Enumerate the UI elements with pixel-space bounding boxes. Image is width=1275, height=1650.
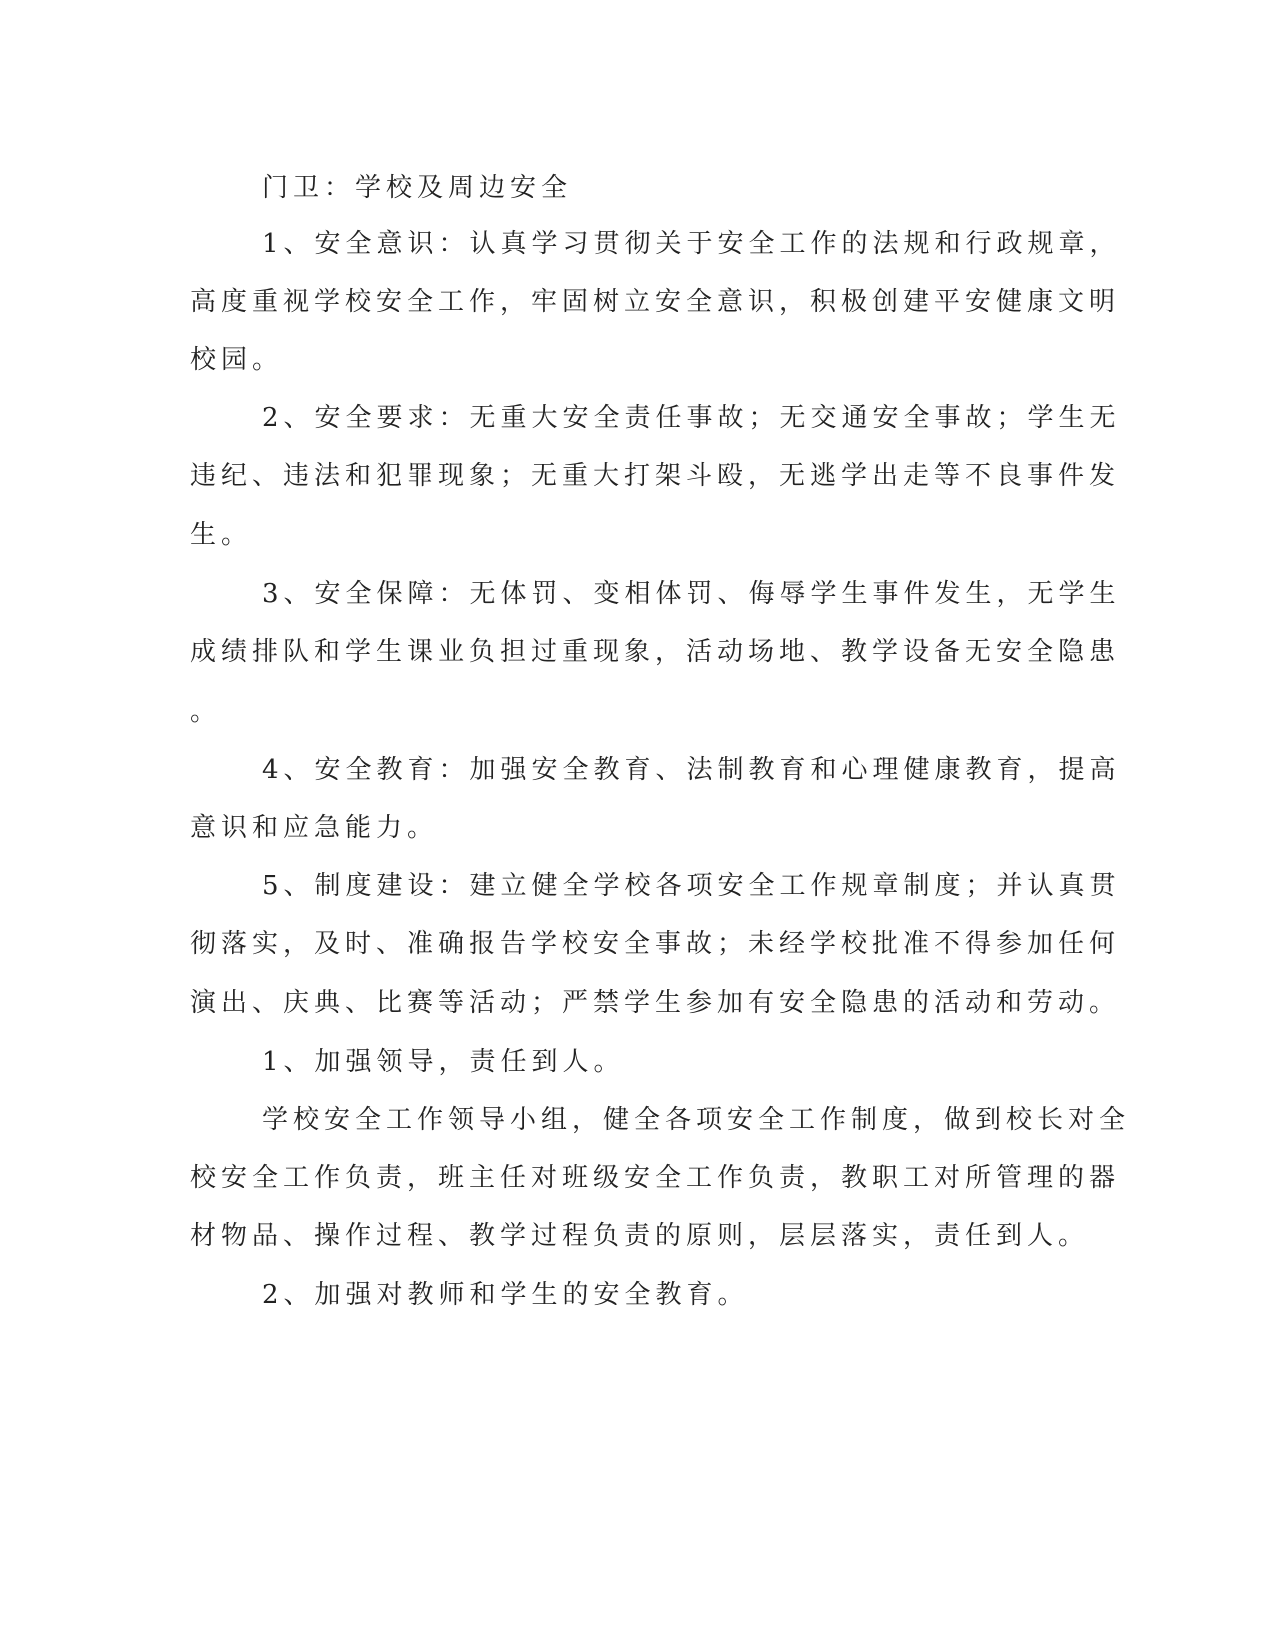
paragraph-line: 生。 bbox=[190, 520, 253, 550]
paragraph-line: 。 bbox=[190, 697, 222, 727]
paragraph-line: 5、制度建设：建立健全学校各项安全工作规章制度；并认真贯 bbox=[262, 871, 1121, 901]
paragraph-line: 意识和应急能力。 bbox=[190, 813, 439, 843]
paragraph-line: 校园。 bbox=[190, 345, 284, 375]
numbered-heading: 1、加强领导，责任到人。 bbox=[262, 1047, 625, 1077]
numbered-heading: 2、加强对教师和学生的安全教育。 bbox=[262, 1280, 749, 1310]
paragraph-line: 材物品、操作过程、教学过程负责的原则，层层落实，责任到人。 bbox=[190, 1221, 1090, 1251]
section-heading: 门卫：学校及周边安全 bbox=[262, 173, 573, 203]
paragraph-line: 校安全工作负责，班主任对班级安全工作负责，教职工对所管理的器 bbox=[190, 1163, 1121, 1193]
paragraph-line: 2、安全要求：无重大安全责任事故；无交通安全事故；学生无 bbox=[262, 403, 1121, 433]
paragraph-line: 违纪、违法和犯罪现象；无重大打架斗殴，无逃学出走等不良事件发 bbox=[190, 461, 1121, 491]
paragraph-line: 4、安全教育：加强安全教育、法制教育和心理健康教育，提高 bbox=[262, 755, 1121, 785]
paragraph-line: 高度重视学校安全工作，牢固树立安全意识，积极创建平安健康文明 bbox=[190, 287, 1121, 317]
paragraph-line: 演出、庆典、比赛等活动；严禁学生参加有安全隐患的活动和劳动。 bbox=[190, 988, 1121, 1018]
paragraph-line: 1、安全意识：认真学习贯彻关于安全工作的法规和行政规章， bbox=[262, 229, 1121, 259]
paragraph-line: 学校安全工作领导小组，健全各项安全工作制度，做到校长对全 bbox=[262, 1105, 1131, 1135]
paragraph-line: 彻落实，及时、准确报告学校安全事故；未经学校批准不得参加任何 bbox=[190, 929, 1121, 959]
paragraph-line: 成绩排队和学生课业负担过重现象，活动场地、教学设备无安全隐患 bbox=[190, 637, 1121, 667]
paragraph-line: 3、安全保障：无体罚、变相体罚、侮辱学生事件发生，无学生 bbox=[262, 579, 1121, 609]
